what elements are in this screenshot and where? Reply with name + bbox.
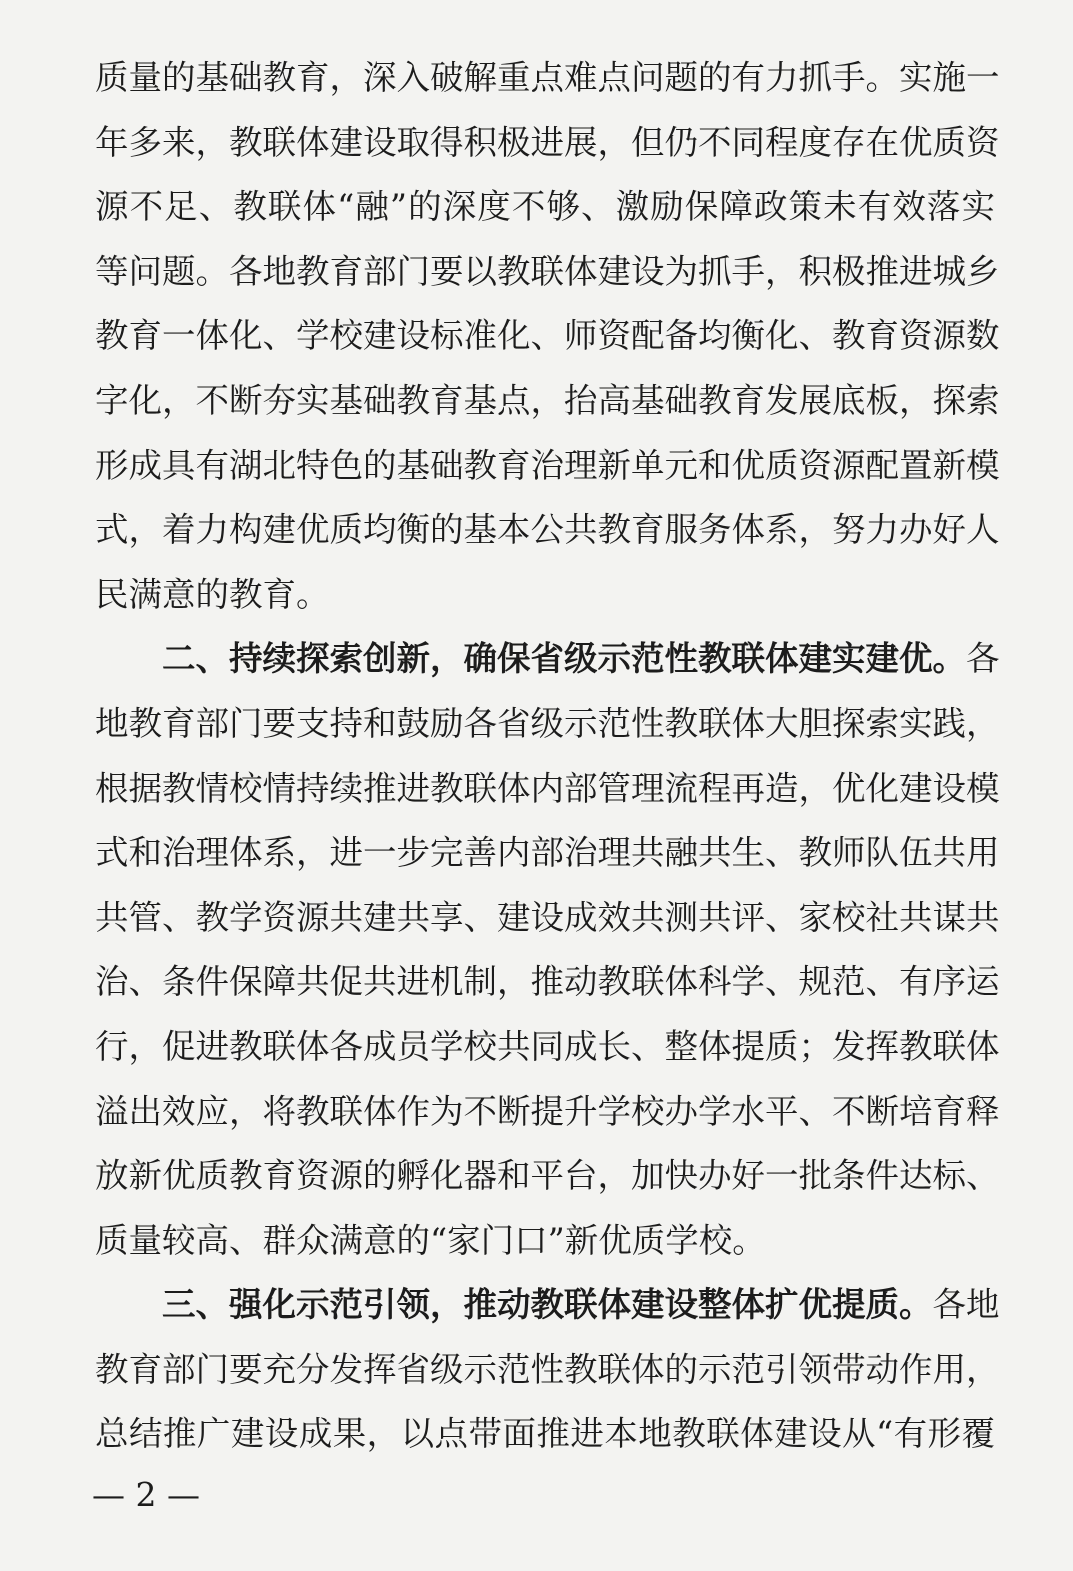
text-run: 各 bbox=[966, 639, 1000, 679]
document-body bbox=[95, 46, 1000, 1467]
text-line: 质量的基础教育，深入破解重点难点问题的有力抓手。实施一 bbox=[95, 58, 1000, 97]
text-line: 治、条件保障共促共进机制，推动教联体科学、规范、有序运 bbox=[95, 962, 1000, 1002]
text-line: 总结推广建设成果，以点带面推进本地教联体建设从“有形覆 bbox=[95, 1414, 995, 1454]
text-run: 各地 bbox=[932, 1285, 1000, 1325]
text-line: 根据教情校情持续推进教联体内部管理流程再造，优化建设模 bbox=[95, 768, 1000, 808]
text-line: 式，着力构建优质均衡的基本公共教育服务体系，努力办好人 bbox=[95, 510, 1000, 550]
text-line: 共管、教学资源共建共享、建设成效共测共评、家校社共谋共 bbox=[95, 897, 1000, 937]
section-2-first-line bbox=[95, 627, 1000, 692]
text-line: 字化，不断夯实基础教育基点，抬高基础教育发展底板，探索 bbox=[95, 380, 1000, 420]
text-line: 源不足、教联体“融”的深度不够、激励保障政策未有效落实 bbox=[95, 187, 995, 227]
text-line: 地教育部门要支持和鼓励各省级示范性教联体大胆探索实践， bbox=[95, 703, 1000, 743]
text-line: 教育一体化、学校建设标准化、师资配备均衡化、教育资源数 bbox=[95, 316, 1000, 356]
text-line: 年多来，教联体建设取得积极进展，但仍不同程度存在优质资 bbox=[95, 122, 1000, 162]
text-line: 质量较高、群众满意的“家门口”新优质学校。 bbox=[95, 1220, 766, 1260]
text-line: 形成具有湖北特色的基础教育治理新单元和优质资源配置新模 bbox=[95, 445, 1000, 485]
text-line: 溢出效应，将教联体作为不断提升学校办学水平、不断培育释 bbox=[95, 1091, 1000, 1131]
text-line: 民满意的教育。 bbox=[95, 574, 330, 614]
text-line: 教育部门要充分发挥省级示范性教联体的示范引领带动作用， bbox=[95, 1349, 1000, 1389]
text-line: 式和治理体系，进一步完善内部治理共融共生、教师队伍共用 bbox=[95, 833, 1000, 873]
text-line: 等问题。各地教育部门要以教联体建设为抓手，积极推进城乡 bbox=[95, 251, 1000, 291]
text-line: 行，促进教联体各成员学校共同成长、整体提质；发挥教联体 bbox=[95, 1026, 1000, 1066]
text-line: 放新优质教育资源的孵化器和平台，加快办好一批条件达标、 bbox=[95, 1156, 1000, 1196]
section-3-first-line bbox=[95, 1273, 1000, 1338]
page-number: — 2 — bbox=[92, 1475, 200, 1514]
section-heading-2: 二、持续探索创新，确保省级示范性教联体建实建优。 bbox=[162, 639, 966, 679]
section-heading-3: 三、强化示范引领，推动教联体建设整体扩优提质。 bbox=[162, 1285, 933, 1325]
